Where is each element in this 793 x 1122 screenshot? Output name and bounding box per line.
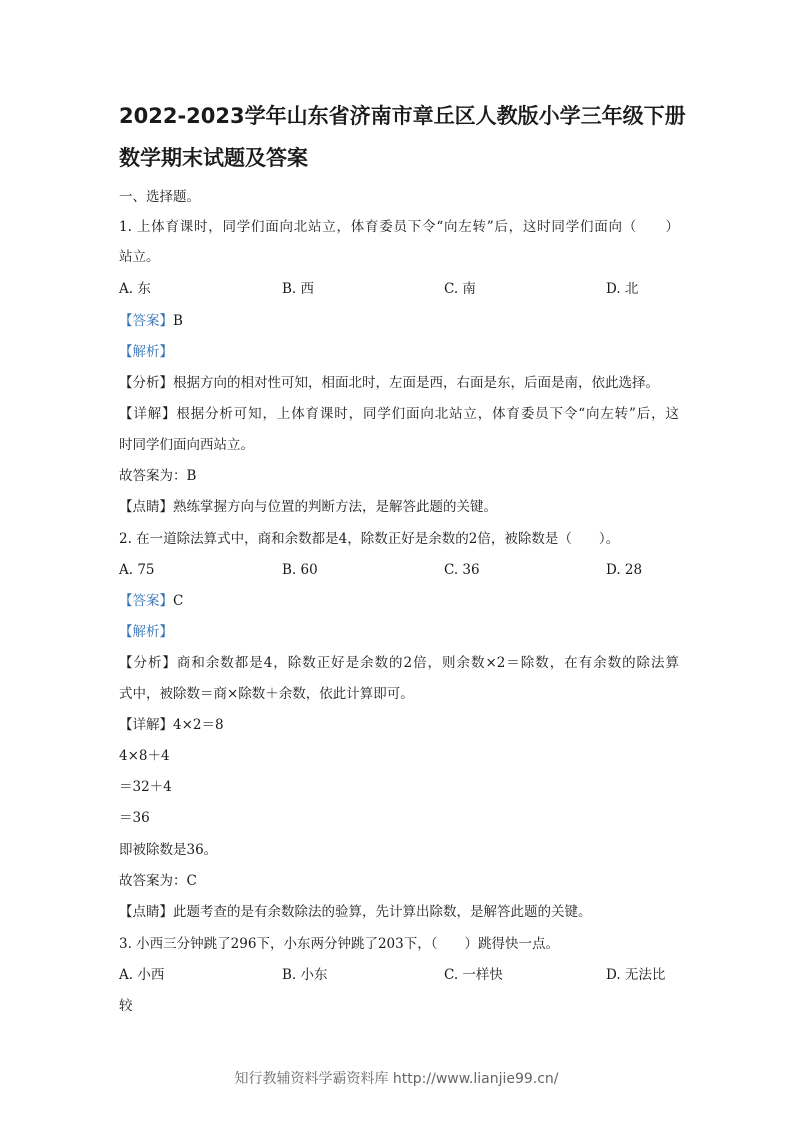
q2-calc-step-1: 4×8＋4 [119, 748, 170, 764]
q1-stem-line-1: 1. 上体育课时，同学们面向北站立，体育委员下令“向左转”后，这时同学们面向（ ） [119, 219, 679, 235]
footer-watermark: 知行教辅资料学霸资料库 http://www.lianjie99.cn/ [234, 1071, 559, 1087]
page-title-line-2: 数学期末试题及答案 [119, 146, 308, 170]
q1-option-b: B. 西 [282, 281, 315, 297]
q2-option-b: B. 60 [282, 562, 318, 578]
q2-option-a: A. 75 [119, 562, 155, 578]
q1-stem-line-2: 站立。 [119, 249, 160, 265]
q3-option-d: D. 无法比 [606, 967, 666, 983]
answer-tag: 【答案】 [119, 313, 173, 329]
q2-xiangjie: 【详解】4×2＝8 [119, 717, 224, 733]
q2-answer [119, 590, 679, 612]
q2-fenxi-line-1: 【分析】商和余数都是4，除数正好是余数的2倍，则余数×2＝除数，在有余数的除法算 [119, 655, 679, 671]
q2-answer-value: C [173, 593, 184, 609]
q1-answer-value: B [173, 313, 183, 329]
q2-dianjing: 【点睛】此题考查的是有余数除法的验算，先计算出除数，是解答此题的关键。 [119, 904, 592, 920]
q3-option-d-wrap: 较 [119, 998, 133, 1014]
q3-option-c: C. 一样快 [444, 967, 503, 983]
q2-calc-step-2: ＝32＋4 [119, 779, 172, 795]
q3-stem: 3. 小西三分钟跳了296下，小东两分钟跳了203下，（ ）跳得快一点。 [119, 936, 559, 952]
answer-tag: 【答案】 [119, 593, 173, 609]
page-title-line-1: 2022-2023学年山东省济南市章丘区人教版小学三年级下册 [119, 104, 686, 128]
q1-xiangjie-line-2: 时同学们面向西站立。 [119, 437, 254, 453]
q2-option-d: D. 28 [606, 562, 643, 578]
q2-calc-step-3: ＝36 [119, 810, 150, 826]
q2-option-c: C. 36 [444, 562, 480, 578]
q2-final-answer: 故答案为：C [119, 873, 197, 889]
q1-option-c: C. 南 [444, 281, 476, 297]
q1-answer [119, 310, 679, 332]
q2-stem: 2. 在一道除法算式中，商和余数都是4，除数正好是余数的2倍，被除数是（ ）。 [119, 531, 620, 547]
q1-dianjing: 【点睛】熟练掌握方向与位置的判断方法，是解答此题的关键。 [119, 499, 497, 515]
q1-analysis-tag: 【解析】 [119, 344, 173, 360]
q1-xiangjie-line-1: 【详解】根据分析可知，上体育课时，同学们面向北站立，体育委员下令“向左转”后，这 [119, 406, 679, 422]
q1-final-answer: 故答案为：B [119, 468, 197, 484]
q3-option-b: B. 小东 [282, 967, 328, 983]
q3-option-a: A. 小西 [119, 967, 165, 983]
q1-option-a: A. 东 [119, 281, 151, 297]
q1-fenxi: 【分析】根据方向的相对性可知，相面北时，左面是西，右面是东，后面是南，依此选择。 [119, 375, 659, 391]
q2-analysis-tag: 【解析】 [119, 624, 173, 640]
q2-fenxi-line-2: 式中，被除数＝商×除数＋余数，依此计算即可。 [119, 686, 414, 702]
q2-result: 即被除数是36。 [119, 842, 218, 858]
q1-option-d: D. 北 [606, 281, 639, 297]
section-heading: 一、选择题。 [119, 189, 200, 205]
